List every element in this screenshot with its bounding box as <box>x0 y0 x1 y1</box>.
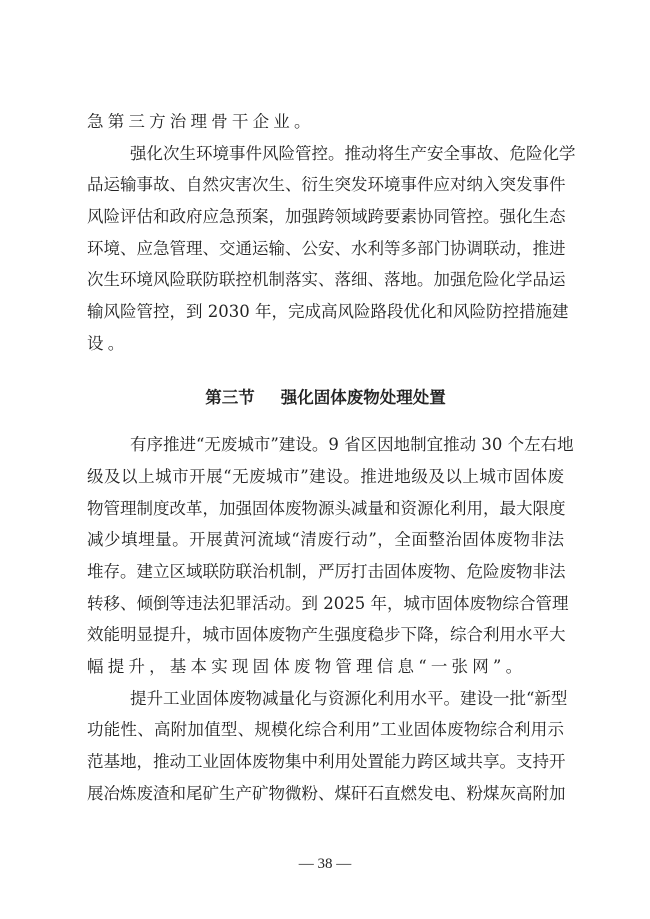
text-line: 物管理制度改革，加强固体废物源头减量和资源化利用，最大限度 <box>87 498 566 518</box>
text-line: 功能性、高附加值型、规模化综合利用”工业固体废物综合利用示 <box>87 720 564 740</box>
text-line: 范基地，推动工业固体废物集中利用处置能力跨区域共享。支持开 <box>87 752 566 772</box>
paragraph <box>87 106 564 138</box>
paragraph <box>87 138 576 360</box>
text-line: 有序推进“无废城市”建设。9 省区因地制宜推动 30 个左右地 <box>130 435 574 455</box>
text-line: 幅提升，基本实现固体废物管理信息“一张网”。 <box>87 657 527 676</box>
text-line: 堆存。建立区域联防联治机制，严厉打击固体废物、危险废物非法 <box>87 561 566 581</box>
section-title: 强化固体废物处理处置 <box>280 387 446 407</box>
section-heading <box>87 382 564 414</box>
text-line: 展冶炼废渣和尾矿生产矿物微粉、煤矸石直燃发电、粉煤灰高附加 <box>87 783 566 803</box>
paragraph <box>87 429 574 683</box>
paragraphs-after-section <box>87 429 574 809</box>
text-line: 环境、应急管理、交通运输、公安、水利等多部门协调联动，推进 <box>87 238 566 258</box>
paragraphs-before-section <box>87 106 576 360</box>
text-line: 急第三方治理骨干企业。 <box>87 112 315 131</box>
text-line: 品运输事故、自然灾害次生、衍生突发环境事件应对纳入突发事件 <box>87 175 566 195</box>
text-line: 次生环境风险联防联控机制落实、落细、落地。加强危险化学品运 <box>87 270 566 290</box>
text-line: 强化次生环境事件风险管控。推动将生产安全事故、危险化学 <box>130 143 576 163</box>
text-line: 提升工业固体废物减量化与资源化利用水平。建设一批“新型 <box>130 688 568 708</box>
text-line: 减少填埋量。开展黄河流域“清废行动”，全面整治固体废物非法 <box>87 530 564 550</box>
paragraph <box>87 683 568 810</box>
document-body <box>87 106 576 809</box>
text-line: 风险评估和政府应急预案，加强跨领域跨要素协同管控。强化生态 <box>87 207 566 227</box>
page-number: — 38 — <box>298 856 352 872</box>
text-line: 输风险管控，到 2030 年，完成高风险路段优化和风险防控措施建 <box>87 302 569 322</box>
text-line: 转移、倾倒等违法犯罪活动。到 2025 年，城市固体废物综合管理 <box>87 593 569 613</box>
section-number: 第三节 <box>205 387 255 407</box>
text-line: 效能明显提升，城市固体废物产生强度稳步下降，综合利用水平大 <box>87 625 566 645</box>
text-line: 设。 <box>87 333 129 353</box>
text-line: 级及以上城市开展“无废城市”建设。推进地级及以上城市固体废 <box>87 466 564 486</box>
